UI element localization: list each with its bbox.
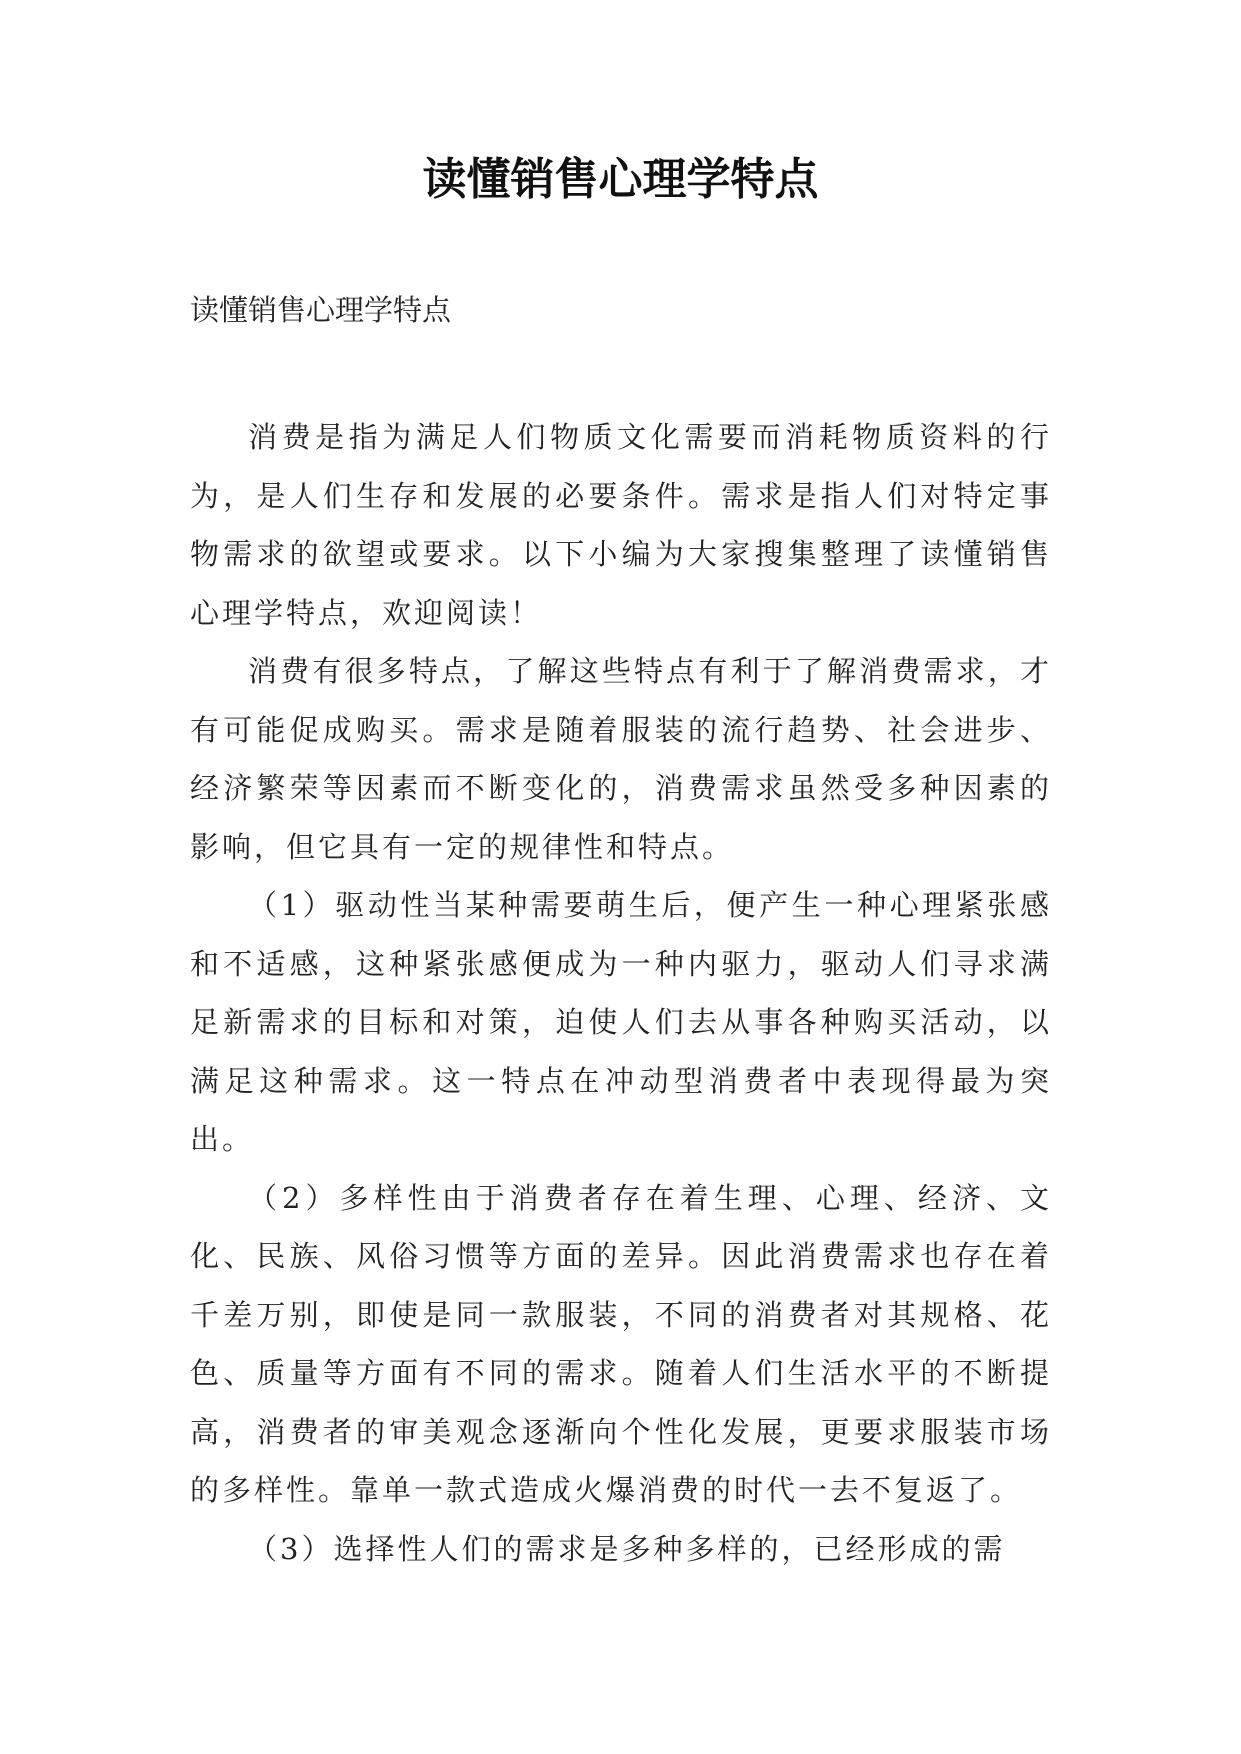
paragraph: （3）选择性人们的需求是多种多样的，已经形成的需: [248, 1531, 1006, 1566]
paragraph: 消费有很多特点，了解这些特点有利于了解消费需求，才有可能促成购买。需求是随着服装的流行趋势、社会进步、经济繁荣等因素而不断变化的，消费需求虽然受多种因素的影响，但它具有一定的规律性和特点。: [190, 654, 1052, 864]
document-body: [190, 408, 1052, 1578]
document-subtitle: 读懂销售心理学特点: [190, 293, 452, 327]
document-title: 读懂销售心理学特点: [422, 154, 819, 205]
paragraph: （1）驱动性当某种需要萌生后，便产生一种心理紧张感和不适感，这种紧张感便成为一种内驱力，驱动人们寻求满足新需求的目标和对策，迫使人们去从事各种购买活动，以满足这种需求。这一特点在冲动型消费者中表现得最为突出。: [190, 888, 1052, 1156]
paragraph: （2）多样性由于消费者存在着生理、心理、经济、文化、民族、风俗习惯等方面的差异。因此消费需求也存在着千差万别，即使是同一款服装，不同的消费者对其规格、花色、质量等方面有不同的需求。随着人们生活水平的不断提高，消费者的审美观念逐渐向个性化发展，更要求服装市场的多样性。靠单一款式造成火爆消费的时代一去不复返了。: [190, 1180, 1052, 1507]
paragraph: 消费是指为满足人们物质文化需要而消耗物质资料的行为，是人们生存和发展的必要条件。需求是指人们对特定事物需求的欲望或要求。以下小编为大家搜集整理了读懂销售心理学特点，欢迎阅读！: [190, 420, 1052, 630]
